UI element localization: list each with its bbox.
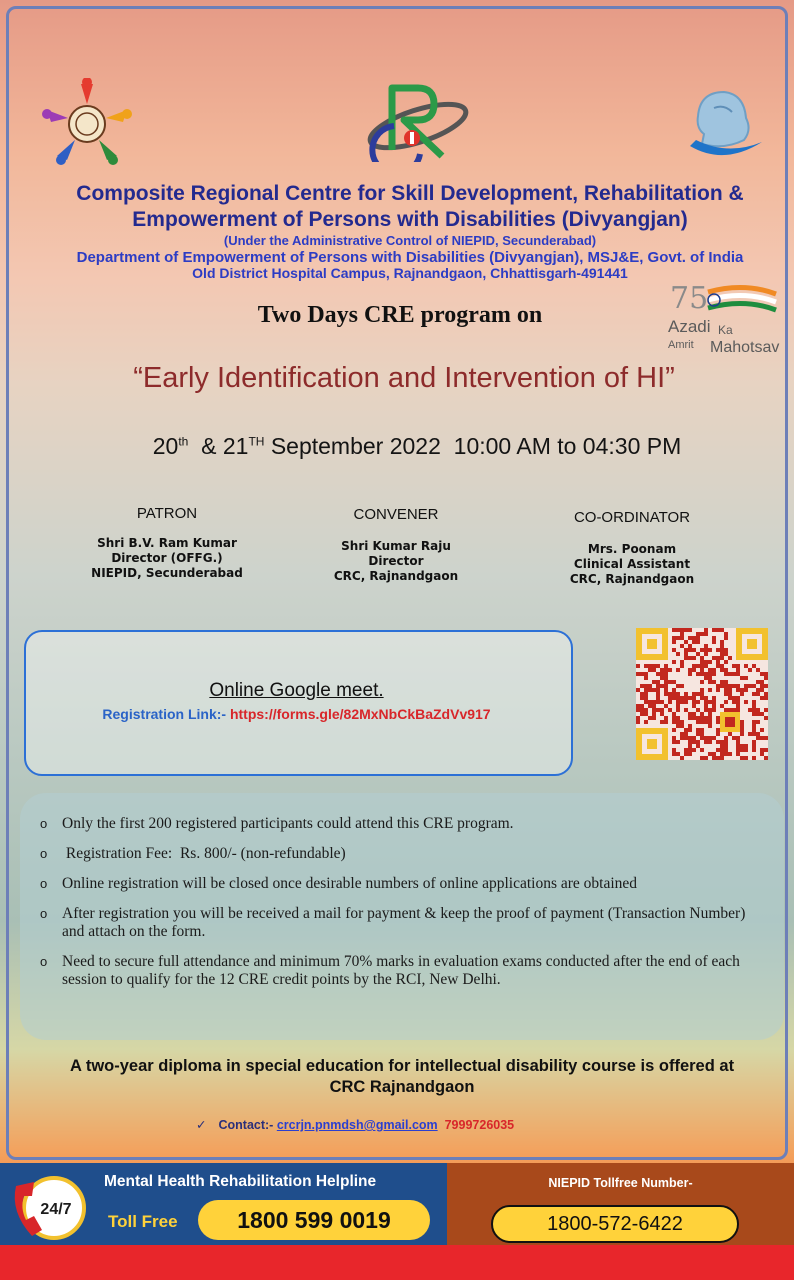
coordinator-designation: Clinical Assistant [573,557,691,571]
date-sup1: th [178,434,189,449]
azadi-word1: Azadi [668,317,711,336]
phone-24-7-icon [8,1172,98,1244]
head-profile-logo-icon [684,86,766,162]
address-line: Old District Hospital Campus, Rajnandgaon, Chhattisgarh-491441 [192,265,628,281]
registration-link[interactable]: https://forms.gle/82MxNbCkBaZdVv917 [229,706,491,722]
crc-logo-icon [360,80,470,162]
contact-phone[interactable]: 7999726035 [444,1118,515,1132]
program-topic: “Early Identification and Intervention of HI” [133,362,675,394]
meeting-box [24,630,573,776]
contact-email[interactable]: crcrjn.pnmdsh@gmail.com [276,1118,438,1132]
helpline-title: Mental Health Rehabilitation Helpline [104,1173,377,1190]
patron-designation: Director (OFFG.) [111,551,223,565]
convener-name: Shri Kumar Raju [341,539,451,553]
patron-block [87,505,247,581]
coordinator-org: CRC, Rajnandgaon [569,572,695,586]
niepid-number[interactable]: 1800-572-6422 [491,1205,739,1243]
contact-line [196,1117,514,1132]
date-day1: 20 [152,433,179,459]
date-sup2: TH [248,434,265,449]
rules-list [40,815,770,1001]
convener-org: CRC, Rajnandgaon [333,569,459,583]
diploma-line1: A two-year diploma in special education for intellectual disability course is offered at [69,1057,735,1075]
patron-title: PATRON [136,505,198,522]
admin-control-line: (Under the Administrative Control of NIEPID, Secunderabad) [223,233,597,248]
program-date [0,433,794,460]
bottom-strip [0,1245,794,1280]
coordinator-name: Mrs. Poonam [587,542,677,556]
rule-item: o After registration you will be received a mail for payment & keep the proof of payment (Transaction Number) and attach on the form. [40,905,770,941]
azadi-word4: Mahotsav [710,339,780,356]
institution-logo-icon [38,78,136,170]
patron-org: NIEPID, Secunderabad [91,566,243,580]
azadi-word2: Ka [718,323,733,337]
convener-designation: Director [368,554,424,568]
department-line: Department of Empowerment of Persons with Disabilities (Divyangjan), MSJ&E, Govt. of India [76,249,744,266]
badge-text: 24/7 [40,1201,72,1218]
diploma-line2: CRC Rajnandgaon [329,1078,475,1096]
registration-line [24,706,569,722]
coordinator-block [552,509,712,587]
convener-title: CONVENER [353,506,439,523]
org-title-line2: Empowerment of Persons with Disabilities (Divyangjan) [132,208,688,231]
azadi-word3: Amrit [668,339,694,351]
helpline-number[interactable]: 1800 599 0019 [198,1200,430,1240]
niepid-title: NIEPID Tollfree Number- [548,1176,693,1190]
check-icon: ✓ [196,1118,207,1132]
patron-name: Shri B.V. Ram Kumar [97,536,237,550]
contact-label: Contact:- [218,1118,277,1132]
rule-item: o Only the first 200 registered participants could attend this CRE program. [40,815,770,833]
date-rest: September 2022 10:00 AM to 04:30 PM [264,433,682,459]
qr-code-icon[interactable] [636,628,768,760]
program-heading: Two Days CRE program on [257,302,543,328]
meeting-title: Online Google meet. [209,680,384,701]
registration-label: Registration Link:- [102,706,230,722]
tollfree-label: Toll Free [108,1212,178,1231]
diploma-notice [20,1056,784,1098]
rule-item: o Online registration will be closed once desirable numbers of online applications are obtained [40,875,770,893]
rule-item: o Need to secure full attendance and minimum 70% marks in evaluation exams conducted after the end of each session to qualify for the 12 CRE credit points by the RCI, New Delhi. [40,953,770,989]
convener-block [316,506,476,584]
coordinator-title: CO-ORDINATOR [573,509,691,526]
org-title-line1: Composite Regional Centre for Skill Development, Rehabilitation & [76,182,744,205]
date-mid: & 21 [188,433,249,459]
rule-item: o Registration Fee: Rs. 800/- (non-refundable) [40,845,770,863]
azadi-number: 75 [670,281,709,316]
